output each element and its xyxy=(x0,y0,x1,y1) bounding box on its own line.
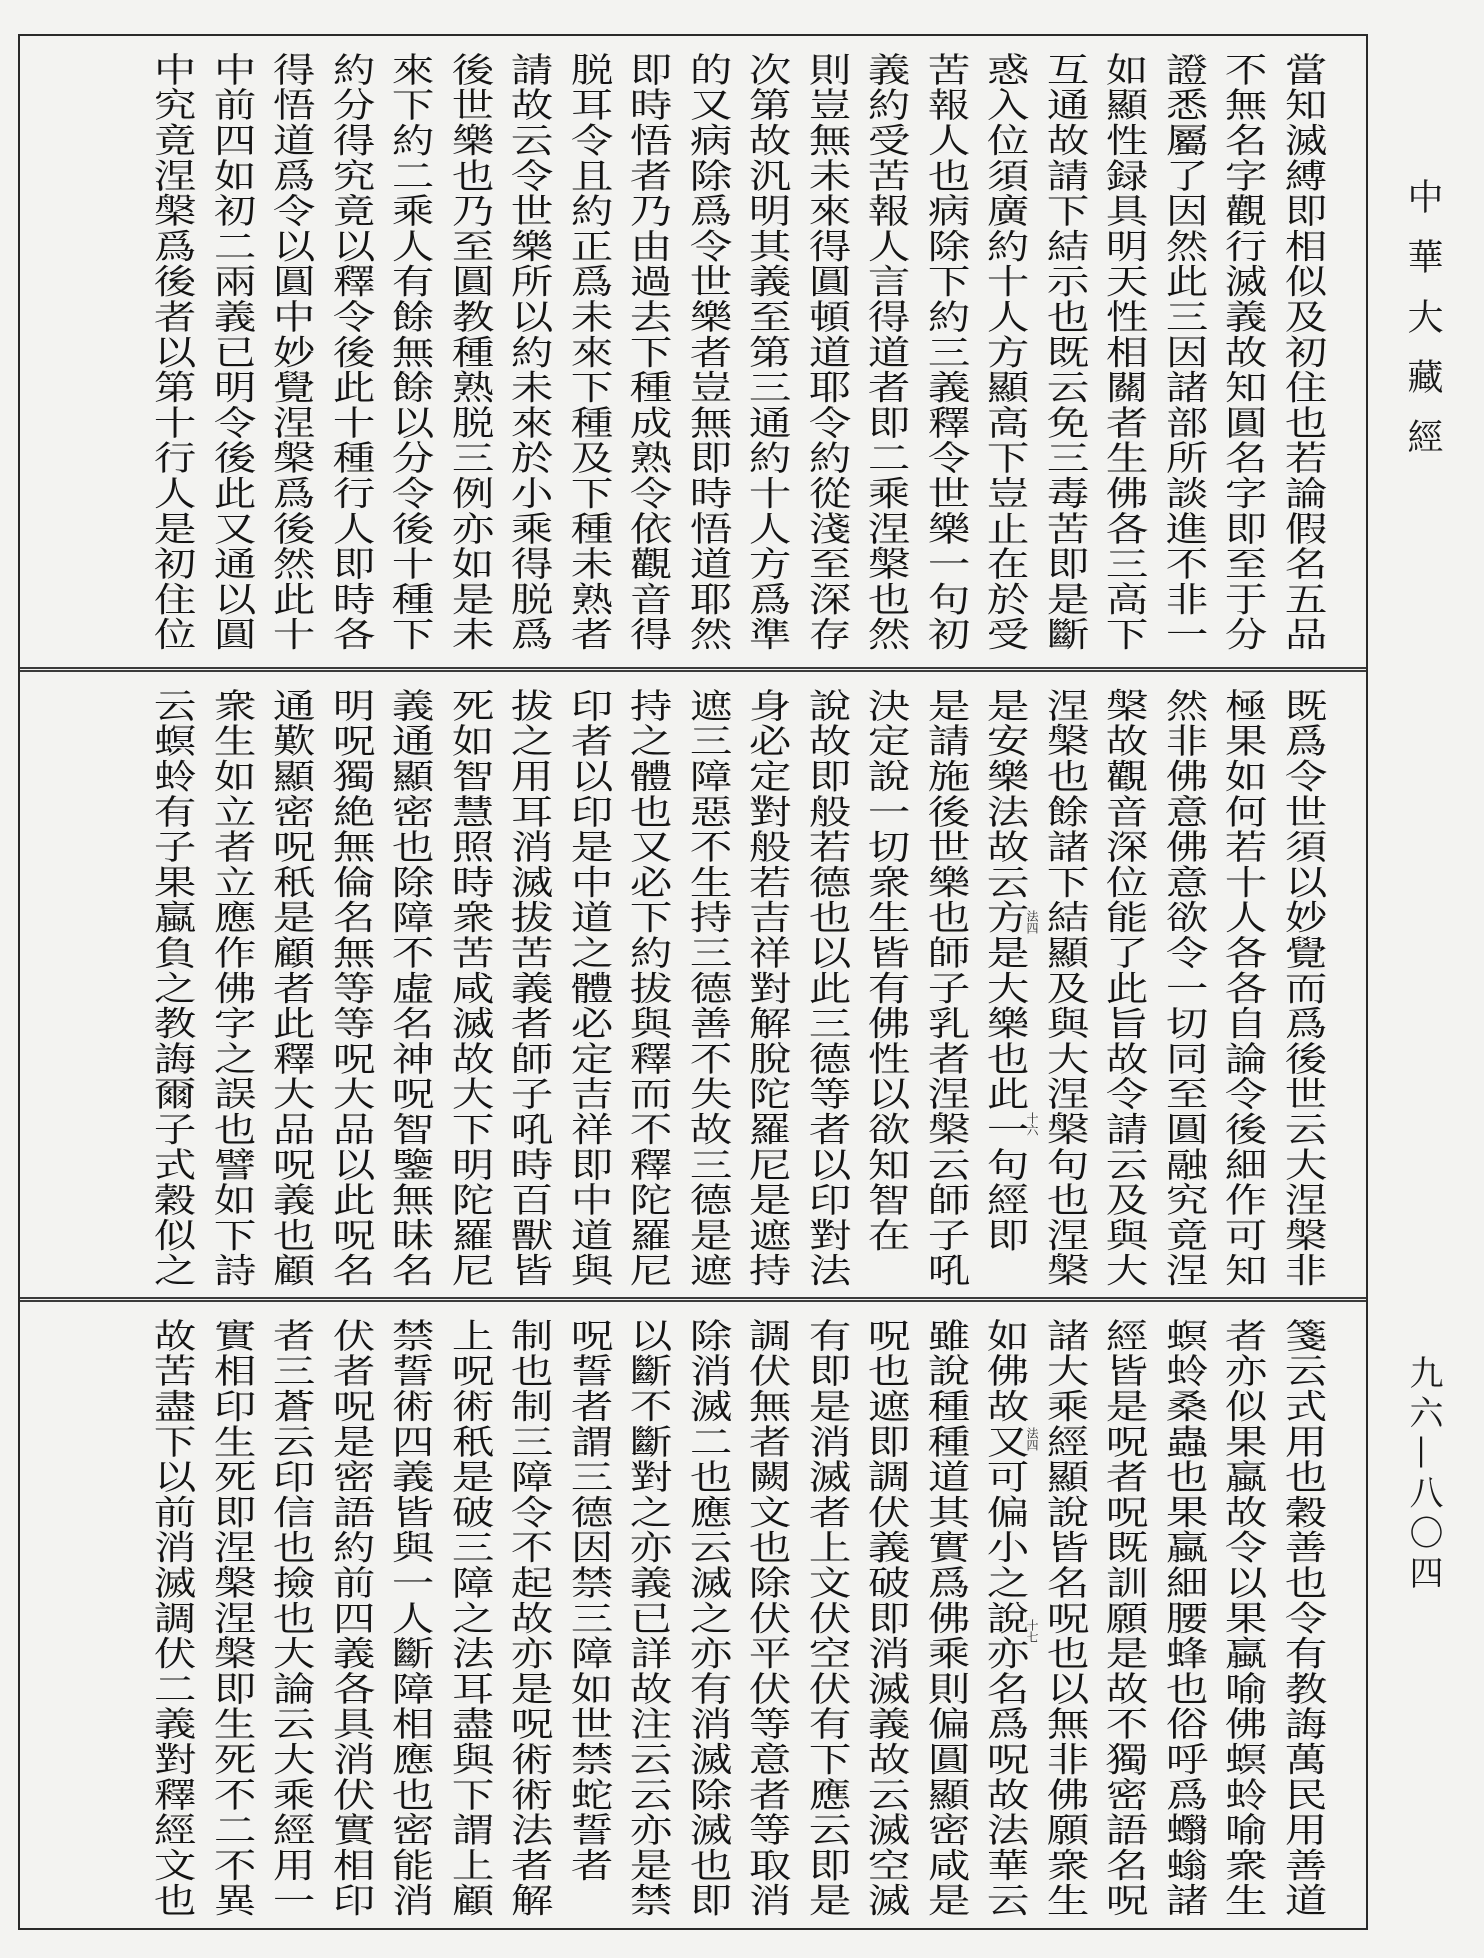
text-column: 死如智慧照時衆苦咸滅故大下明陀羅尼 xyxy=(443,688,494,1289)
text-column: 伏者呪是密語約前四義各具消伏實相印 xyxy=(324,1318,375,1919)
text-column: 螟蛉桑蟲也果蠃細腰蜂也俗呼爲蠮螉諸 xyxy=(1157,1318,1208,1919)
text-column: 遮三障惡不生持三德善不失故三德是遮 xyxy=(681,688,732,1289)
text-column: 明呪獨絶無倫名無等等呪大品以此呪名 xyxy=(324,688,375,1289)
bottom-register-columns xyxy=(20,1302,1366,1928)
top-register-columns xyxy=(20,36,1366,667)
text-column: 不無名字觀行滅義故知圓名字即至于分 xyxy=(1216,52,1267,653)
top-register xyxy=(20,36,1366,667)
text-column: 槃故觀音深位能了此旨故令請云及與大 xyxy=(1097,688,1148,1289)
text-column: 故苦盡下以前消滅調伏二義對釋經文也 xyxy=(145,1318,196,1919)
text-column: 是安樂法故云方是大樂也此一句經即 xyxy=(978,688,1029,1253)
page-number: 九六—八〇四 xyxy=(1403,1355,1443,1595)
text-column: 則豈無未來得圓頓道耶令約從淺至深存 xyxy=(800,52,851,653)
text-column: 決定說一切衆生皆有佛性以欲知智在 xyxy=(859,688,910,1253)
text-column: 惑入位須廣約十人方顯高下豈止在於受 xyxy=(978,52,1029,653)
text-column: 禁誓術四義皆與一人斷障相應也密能消 xyxy=(383,1318,434,1919)
text-column: 請故云令世樂所以約未來於小乘得脱爲 xyxy=(502,52,553,653)
text-column: 約分得究竟以釋令後此十種行人即時各 xyxy=(324,52,375,653)
text-column: 然非佛意佛意欲令一切同至圓融究竟涅 xyxy=(1157,688,1208,1289)
text-column: 衆生如立者立應作佛字之誤也譬如下詩 xyxy=(205,688,256,1289)
text-column: 制也制三障令不起故亦是呪術術法者解 xyxy=(502,1318,553,1919)
text-column: 涅槃也餘諸下結顯及與大涅槃句也涅槃 xyxy=(1038,688,1089,1289)
text-column: 是請施後世樂也師子乳者涅槃云師子吼 xyxy=(919,688,970,1289)
middle-register-columns xyxy=(20,672,1366,1297)
text-column: 脱耳令且約正爲未來下種及下種未熟者 xyxy=(562,52,613,653)
text-column: 諸大乘經顯說皆名呪也以無非佛願衆生 xyxy=(1038,1318,1089,1919)
text-column: 說故即般若德也以此三德等者以印對法 xyxy=(800,688,851,1289)
text-column: 者亦似果蠃故令以果蠃喻佛螟蛉喻衆生 xyxy=(1216,1318,1267,1919)
text-column: 的又病除爲令世樂者豈無即時悟道耶然 xyxy=(681,52,732,653)
text-column: 如顯性録具明天性相關者生佛各三高下 xyxy=(1097,52,1148,653)
text-column: 後世樂也乃至圓教種熟脱三例亦如是未 xyxy=(443,52,494,653)
collection-title: 中華大藏經 xyxy=(1402,178,1443,478)
text-column: 箋云式用也穀善也令有教誨萬民用善道 xyxy=(1276,1318,1327,1919)
margin-note: 法四 xyxy=(1025,1427,1039,1451)
text-column: 經皆是呪者呪既訓願是故不獨密語名呪 xyxy=(1097,1318,1148,1919)
text-column: 即時悟者乃由過去下種成熟令依觀音得 xyxy=(621,52,672,653)
text-column: 得悟道爲令以圓中妙覺涅槃爲後然此十 xyxy=(264,52,315,653)
text-column: 義約受苦報人言得道者即二乘涅槃也然 xyxy=(859,52,910,653)
middle-register xyxy=(20,667,1366,1297)
text-column: 云螟蛉有子果蠃負之教誨爾子式穀似之 xyxy=(145,688,196,1289)
text-column: 呪誓者謂三德因禁三障如世禁蛇誓者 xyxy=(562,1318,613,1883)
text-column: 呪也遮即調伏義破即消滅義故云滅空滅 xyxy=(859,1318,910,1919)
text-column: 極果如何若十人各各自論令後細作可知 xyxy=(1216,688,1267,1289)
margin-note: 十七 xyxy=(1025,1619,1039,1643)
text-column: 印者以印是中道之體必定吉祥即中道與 xyxy=(562,688,613,1289)
text-column: 拔之用耳消滅拔苦義者師子吼時百獸皆 xyxy=(502,688,553,1289)
text-column: 中究竟涅槃爲後者以第十行人是初住位 xyxy=(145,52,196,653)
margin-note: 法四 xyxy=(1025,910,1039,934)
bottom-register xyxy=(20,1297,1366,1928)
text-column: 除消滅二也應云滅之亦有消滅除滅也即 xyxy=(681,1318,732,1919)
text-column: 通歎顯密呪秖是顧者此釋大品呪義也顧 xyxy=(264,688,315,1289)
text-column: 既爲令世須以妙覺而爲後世云大涅槃非 xyxy=(1276,688,1327,1289)
text-column: 以斷不斷對之亦義已詳故注云云亦是禁 xyxy=(621,1318,672,1919)
text-column: 互通故請下結示也既云免三毒苦即是斷 xyxy=(1038,52,1089,653)
text-column: 證悉屬了因然此三因諸部所談進不非一 xyxy=(1157,52,1208,653)
text-column: 有即是消滅者上文伏空伏有下應云即是 xyxy=(800,1318,851,1919)
text-column: 中前四如初二兩義已明令後此又通以圓 xyxy=(205,52,256,653)
text-column: 調伏無者闕文也除伏平伏等意者等取消 xyxy=(740,1318,791,1919)
text-column: 持之體也又必下約拔與釋而不釋陀羅尼 xyxy=(621,688,672,1289)
text-column: 如佛故又可偏小之說亦名爲呪故法華云 xyxy=(978,1318,1029,1919)
text-column: 次第故汎明其義至第三通約十人方爲準 xyxy=(740,52,791,653)
text-column: 實相印生死即涅槃涅槃即生死不二不異 xyxy=(205,1318,256,1919)
margin-note: 十六 xyxy=(1025,1112,1039,1136)
text-column: 苦報人也病除下約三義釋令世樂一句初 xyxy=(919,52,970,653)
text-column: 身必定對般若吉祥對解脫陀羅尼是遮持 xyxy=(740,688,791,1289)
text-column: 上呪術秖是破三障之法耳盡與下謂上顧 xyxy=(443,1318,494,1919)
text-column: 義通顯密也除障不虛名神呪智鑒無昧名 xyxy=(383,688,434,1289)
text-column: 當知滅縛即相似及初住也若論假名五品 xyxy=(1276,52,1327,653)
text-column: 者三蒼云印信也撿也大論云大乘經用一 xyxy=(264,1318,315,1919)
text-column: 雖說種種道其實爲佛乘則偏圓顯密咸是 xyxy=(919,1318,970,1919)
text-column: 來下約二乘人有餘無餘以分令後十種下 xyxy=(383,52,434,653)
text-frame xyxy=(18,34,1368,1930)
